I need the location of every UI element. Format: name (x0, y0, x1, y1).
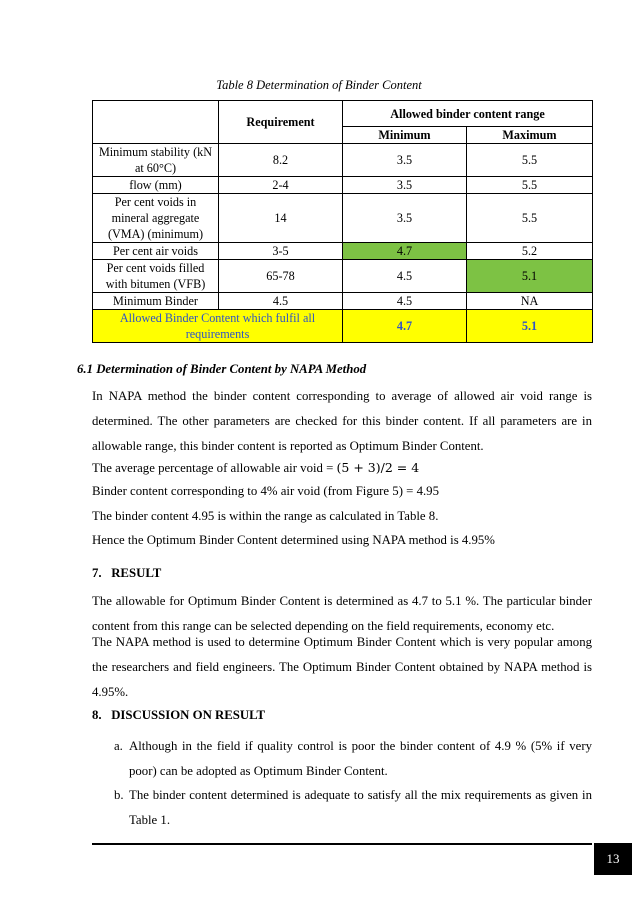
row-parameter: Per cent voids filled with bitumen (VFB) (93, 260, 219, 293)
list-item-b: The binder content determined is adequate to satisfy all the mix requirements as given in Table 1. (129, 788, 592, 827)
table-row (93, 177, 593, 194)
final-minimum: 4.7 (343, 310, 467, 343)
row-requirement: 2-4 (219, 177, 343, 194)
row-maximum: 5.5 (467, 194, 593, 243)
footer-rule (92, 843, 592, 845)
row-parameter: flow (mm) (93, 177, 219, 194)
table-row (93, 144, 593, 177)
row-minimum: 3.5 (343, 194, 467, 243)
section-7-paragraph-2: The NAPA method is used to determine Optimum Binder Content which is very popular among the researchers and field engineers. The Optimum Binder Content obtained by NAPA method is 4.95%. (92, 635, 592, 699)
row-requirement: 4.5 (219, 293, 343, 310)
row-minimum: 3.5 (343, 144, 467, 177)
table-row (93, 194, 593, 243)
table-caption: Table 8 Determination of Binder Content (216, 78, 422, 92)
section-8-heading: 8. DISCUSSION ON RESULT (92, 708, 266, 722)
row-minimum: 4.5 (343, 260, 467, 293)
list-item-a: Although in the field if quality control is poor the binder content of 4.9 % (5% if very poor) can be adopted as Optimum Binder Content. (129, 739, 592, 778)
table-row (93, 243, 593, 260)
final-maximum: 5.1 (467, 310, 593, 343)
row-minimum: 3.5 (343, 177, 467, 194)
header-requirement: Requirement (219, 101, 343, 144)
average-air-void-line (92, 460, 419, 476)
average-air-void-text: The average percentage of allowable air void = (92, 461, 337, 475)
row-requirement: 8.2 (219, 144, 343, 177)
row-parameter: Minimum Binder (93, 293, 219, 310)
header-allowed-range: Allowed binder content range (343, 101, 593, 127)
within-range-line: The binder content 4.95 is within the range as calculated in Table 8. (92, 509, 439, 523)
optimum-binder-line: Hence the Optimum Binder Content determined using NAPA method is 4.95% (92, 533, 495, 547)
header-minimum: Minimum (343, 127, 467, 144)
table-row-final (93, 310, 593, 343)
row-minimum: 4.5 (343, 293, 467, 310)
row-minimum-highlighted: 4.7 (343, 243, 467, 260)
table-row (93, 260, 593, 293)
row-parameter: Minimum stability (kN at 60°C) (93, 144, 219, 177)
row-requirement: 3-5 (219, 243, 343, 260)
page-number: 13 (594, 843, 632, 875)
row-maximum-highlighted: 5.1 (467, 260, 593, 293)
row-maximum: 5.5 (467, 177, 593, 194)
average-air-void-formula: (5 + 3)/2 = 4 (336, 460, 420, 475)
row-requirement: 14 (219, 194, 343, 243)
table-row (93, 293, 593, 310)
row-parameter: Per cent air voids (93, 243, 219, 260)
section-7-paragraph-1: The allowable for Optimum Binder Content is determined as 4.7 to 5.1 %. The particular binder content from this range can be selected depending on the field requirements, economy etc. (92, 594, 592, 633)
final-label: Allowed Binder Content which fulfil all requirements (93, 310, 343, 343)
header-blank-cell (93, 101, 219, 144)
header-maximum: Maximum (467, 127, 593, 144)
row-maximum: NA (467, 293, 593, 310)
row-maximum: 5.5 (467, 144, 593, 177)
row-maximum: 5.2 (467, 243, 593, 260)
binder-at-4-percent-line: Binder content corresponding to 4% air void (from Figure 5) = 4.95 (92, 484, 439, 498)
list-item-label-a: a. (114, 739, 123, 753)
section-6-1-heading: 6.1 Determination of Binder Content by NAPA Method (77, 362, 367, 376)
row-requirement: 65-78 (219, 260, 343, 293)
list-item-label-b: b. (114, 788, 124, 802)
section-6-1-paragraph: In NAPA method the binder content corresponding to average of allowed air void range is determined. The other parameters are checked for this binder content. If all parameters are in allowable range, this binder content is reported as Optimum Binder Content. (92, 389, 592, 453)
section-7-heading: 7. RESULT (92, 566, 162, 580)
row-parameter: Per cent voids in mineral aggregate (VMA) (minimum) (93, 194, 219, 243)
binder-content-table (92, 100, 593, 343)
